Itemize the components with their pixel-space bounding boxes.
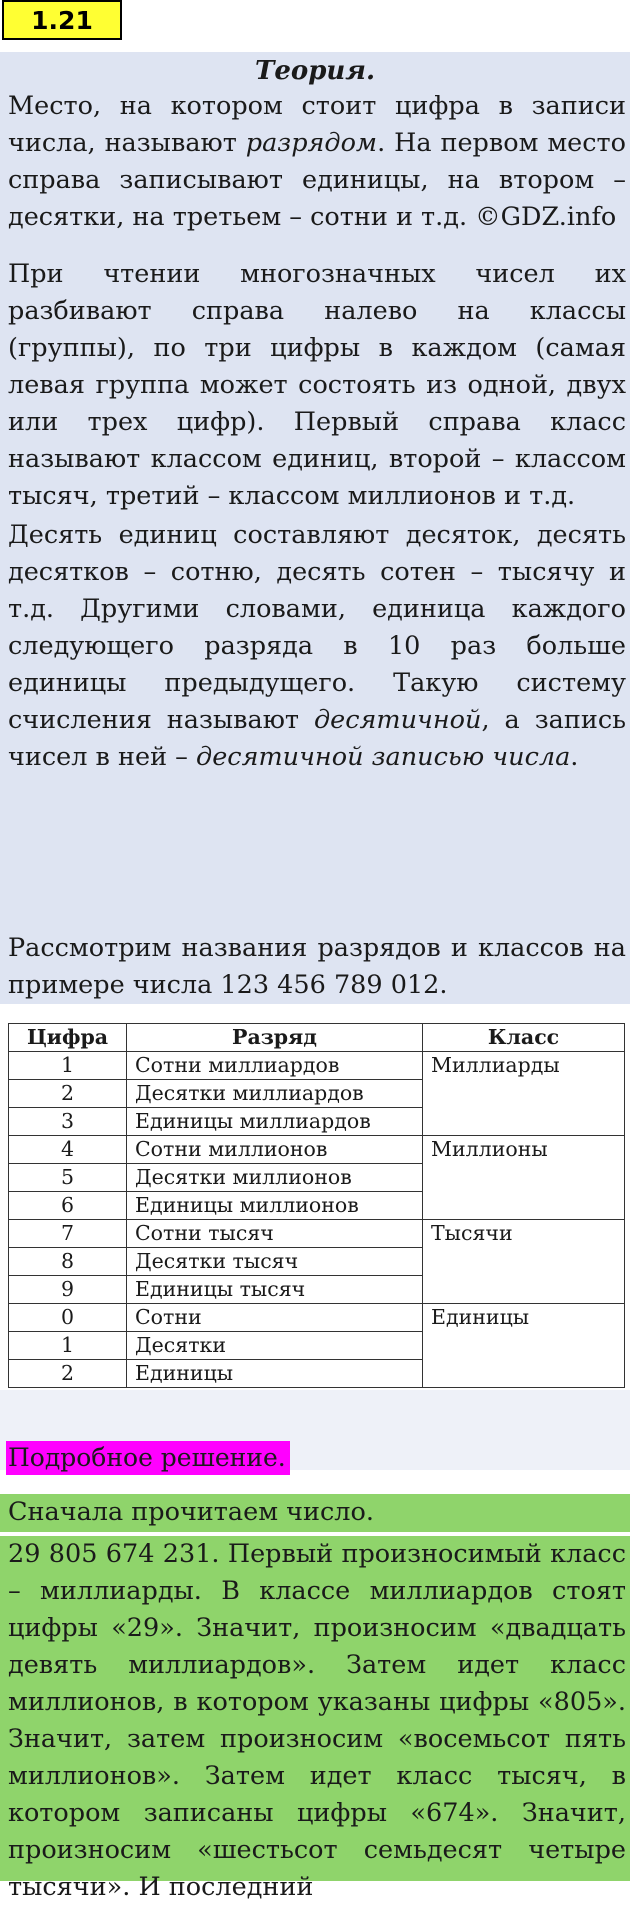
- task-number-badge: 1.21: [2, 0, 122, 40]
- theory-paragraph-3: [8, 517, 626, 776]
- p1-text-end: . На первом место справа записывают единицы, на втором – десятки, на третьем – сотни и т.д. ©GDZ.info: [8, 128, 627, 232]
- digit-cell: 3: [9, 1108, 127, 1136]
- theory-title: Теория.: [254, 56, 376, 86]
- rank-cell: Единицы миллиардов: [127, 1108, 423, 1136]
- p1-term: разрядом: [245, 128, 378, 158]
- p3-text-middle: , а запись чисел в ней –: [8, 705, 626, 772]
- solution-intro-text: Сначала прочитаем число.: [8, 1497, 374, 1527]
- rank-cell: Десятки: [127, 1332, 423, 1360]
- rank-cell: Сотни тысяч: [127, 1220, 423, 1248]
- class-cell: Тысячи: [423, 1220, 625, 1304]
- rank-cell: Десятки тысяч: [127, 1248, 423, 1276]
- rank-cell: Десятки миллионов: [127, 1164, 423, 1192]
- solution-label: Подробное решение.: [6, 1441, 290, 1475]
- digit-cell: 1: [9, 1052, 127, 1080]
- digit-cell: 7: [9, 1220, 127, 1248]
- table-row: [9, 1304, 625, 1332]
- rank-cell: Единицы: [127, 1360, 423, 1388]
- solution-body-text: 29 805 674 231. Первый произносимый класс – миллиарды. В классе миллиардов стоят цифры «29». Значит, произносим «двадцать девять миллиардов». Затем идет класс миллионов, в котором указаны цифры «805». Значит, затем произносим «восемьсот пять миллионов». Затем идет класс тысяч, в котором записаны цифры «674». Значит, произносим «шестьсот семьдесят четыре тысячи». И последний: [8, 1539, 626, 1902]
- digit-cell: 1: [9, 1332, 127, 1360]
- theory-paragraph-1: [8, 88, 626, 236]
- rank-cell: Единицы миллионов: [127, 1192, 423, 1220]
- rank-cell: Сотни миллионов: [127, 1136, 423, 1164]
- solution-body-block: [0, 1536, 630, 1902]
- table-row: [9, 1220, 625, 1248]
- theory-paragraph-2: При чтении многозначных чисел их разбивают справа налево на классы (группы), по три цифры в каждом (самая левая группа может состоять из одной, двух или трех цифр). Первый справа класс называют классом единиц, второй – классом тысяч, третий – классом миллионов и т.д.: [8, 259, 626, 511]
- table-row: [9, 1136, 625, 1164]
- ranks-table-wrapper: [8, 1023, 624, 1388]
- solution-intro-block: [0, 1494, 630, 1532]
- p1-text: Место, на котором стоит цифра в записи числа, называют: [8, 91, 626, 158]
- ranks-table: [8, 1023, 625, 1388]
- digit-cell: 0: [9, 1304, 127, 1332]
- p3-term-1: десятичной: [314, 705, 482, 735]
- class-cell: Единицы: [423, 1304, 625, 1388]
- p3-text-end: .: [570, 742, 579, 772]
- header-class: Класс: [423, 1024, 625, 1052]
- digit-cell: 4: [9, 1136, 127, 1164]
- rank-cell: Сотни миллиардов: [127, 1052, 423, 1080]
- digit-cell: 2: [9, 1360, 127, 1388]
- digit-cell: 8: [9, 1248, 127, 1276]
- digit-cell: 5: [9, 1164, 127, 1192]
- rank-cell: Единицы тысяч: [127, 1276, 423, 1304]
- p3-text: Десять единиц составляют десяток, десять десятков – сотню, десять сотен – тысячу и т.д. Другими словами, единица каждого следующего разряда в 10 раз больше единицы предыдущего. Такую систему счисления называют: [8, 520, 626, 735]
- digit-cell: 9: [9, 1276, 127, 1304]
- class-cell: Миллиарды: [423, 1052, 625, 1136]
- table-row: [9, 1052, 625, 1080]
- table-header-row: [9, 1024, 625, 1052]
- theory-section: [0, 52, 630, 1004]
- theory-paragraph-4: Рассмотрим названия разрядов и классов на примере числа 123 456 789 012.: [8, 933, 626, 1000]
- class-cell: Миллионы: [423, 1136, 625, 1220]
- header-rank: Разряд: [127, 1024, 423, 1052]
- rank-cell: Десятки миллиардов: [127, 1080, 423, 1108]
- p3-term-2: десятичной записью числа: [196, 742, 571, 772]
- digit-cell: 6: [9, 1192, 127, 1220]
- header-digit: Цифра: [9, 1024, 127, 1052]
- digit-cell: 2: [9, 1080, 127, 1108]
- rank-cell: Сотни: [127, 1304, 423, 1332]
